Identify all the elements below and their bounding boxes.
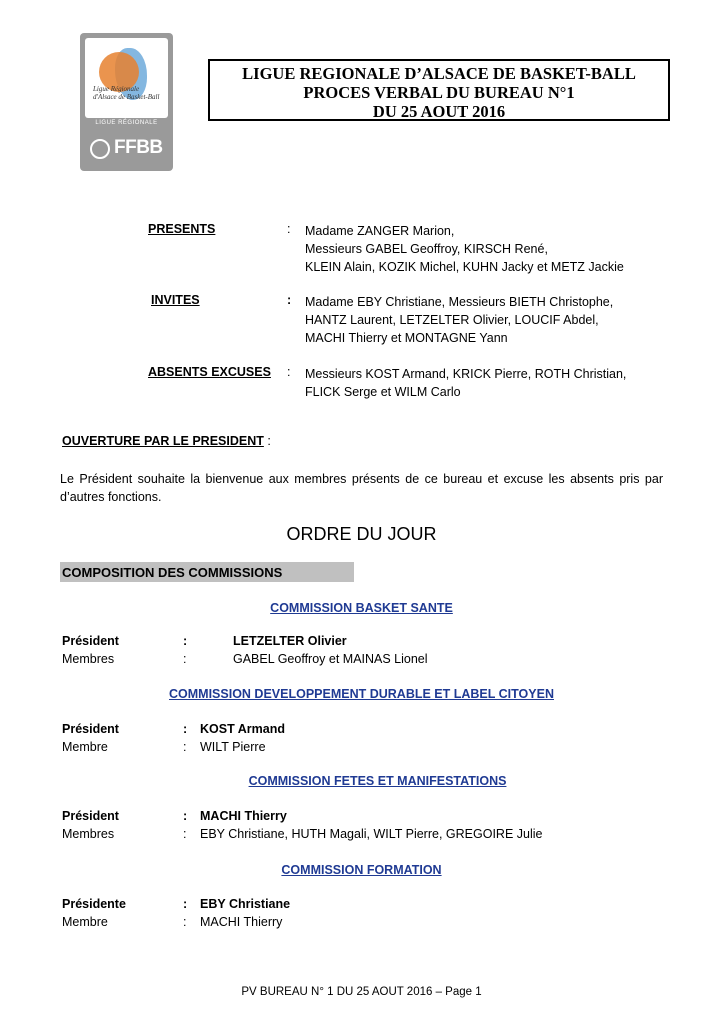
role-sep: : xyxy=(183,915,187,929)
role-value: GABEL Geoffroy et MAINAS Lionel xyxy=(233,652,428,666)
role-label: Membre xyxy=(62,740,108,754)
invites-line: HANTZ Laurent, LETZELTER Olivier, LOUCIF Abdel, xyxy=(305,313,599,327)
invites-list xyxy=(305,293,613,347)
invites-sep: : xyxy=(287,293,292,307)
opening-suffix: : xyxy=(263,434,271,448)
page-footer: PV BUREAU N° 1 DU 25 AOUT 2016 – Page 1 xyxy=(241,986,482,998)
logo-text: Ligue Régionale d'Alsace de Basket-Ball xyxy=(93,85,160,101)
commission-title: COMMISSION BASKET SANTE xyxy=(270,601,453,615)
invites-line: Madame EBY Christiane, Messieurs BIETH Christophe, xyxy=(305,295,614,309)
commission-title: COMMISSION FETES ET MANIFESTATIONS xyxy=(248,774,507,788)
role-value: EBY Christiane, HUTH Magali, WILT Pierre, GREGOIRE Julie xyxy=(200,827,543,841)
absents-list xyxy=(305,365,626,401)
role-sep: : xyxy=(183,827,187,841)
presents-sep: : xyxy=(287,222,291,236)
agenda-title: ORDRE DU JOUR xyxy=(286,524,437,544)
section-banner xyxy=(60,562,354,582)
absents-sep: : xyxy=(287,365,291,379)
logo-federation xyxy=(90,137,170,163)
role-label: Président xyxy=(62,809,119,823)
role-sep: : xyxy=(183,809,188,823)
role-value: EBY Christiane xyxy=(200,897,291,911)
commission-title: COMMISSION FORMATION xyxy=(281,863,442,877)
title-line-1: LIGUE REGIONALE D’ALSACE DE BASKET-BALL xyxy=(242,64,636,83)
presents-line: Messieurs GABEL Geoffroy, KIRSCH René, xyxy=(305,242,548,256)
absents-line: FLICK Serge et WILM Carlo xyxy=(305,385,461,399)
role-sep: : xyxy=(183,740,187,754)
invites-line: MACHI Thierry et MONTAGNE Yann xyxy=(305,331,508,345)
presents-label: PRESENTS xyxy=(148,222,216,236)
role-label: Président xyxy=(62,634,119,648)
presents-line: KLEIN Alain, KOZIK Michel, KUHN Jacky et METZ Jackie xyxy=(305,260,624,274)
title-line-3: DU 25 AOUT 2016 xyxy=(372,102,506,121)
invites-label: INVITES xyxy=(151,293,200,307)
role-label: Membres xyxy=(62,827,115,841)
role-label: Membres xyxy=(62,652,115,666)
role-value: LETZELTER Olivier xyxy=(233,634,347,648)
presents-line: Madame ZANGER Marion, xyxy=(305,224,455,238)
ffbb-ball-icon xyxy=(90,139,110,159)
ffbb-logo xyxy=(80,33,173,171)
role-label: Président xyxy=(62,722,119,736)
role-sep: : xyxy=(183,634,188,648)
logo-emblem xyxy=(85,38,168,118)
section-title: COMPOSITION DES COMMISSIONS xyxy=(62,565,283,580)
logo-region-label: LIGUE RÉGIONALE xyxy=(95,120,158,126)
role-value: MACHI Thierry xyxy=(200,809,287,823)
opening-heading xyxy=(62,434,271,448)
role-sep: : xyxy=(183,722,188,736)
absents-line: Messieurs KOST Armand, KRICK Pierre, ROTH Christian, xyxy=(305,367,627,381)
role-label: Présidente xyxy=(62,897,126,911)
presents-list xyxy=(305,222,624,276)
absents-label: ABSENTS EXCUSES xyxy=(148,365,271,379)
role-value: MACHI Thierry xyxy=(200,915,283,929)
opening-text: Le Président souhaite la bienvenue aux membres présents de ce bureau et excuse les absents pris par d’autres fonctions. xyxy=(60,472,663,504)
opening-label: OUVERTURE PAR LE PRESIDENT xyxy=(62,434,264,448)
role-sep: : xyxy=(183,897,188,911)
role-value: WILT Pierre xyxy=(200,740,266,754)
commission-title: COMMISSION DEVELOPPEMENT DURABLE ET LABEL CITOYEN xyxy=(169,687,554,701)
document-title xyxy=(208,59,670,121)
role-sep: : xyxy=(183,652,187,666)
role-value: KOST Armand xyxy=(200,722,285,736)
title-line-2: PROCES VERBAL DU BUREAU N°1 xyxy=(303,83,575,102)
logo-federation-text: FFBB xyxy=(114,137,163,158)
role-label: Membre xyxy=(62,915,108,929)
